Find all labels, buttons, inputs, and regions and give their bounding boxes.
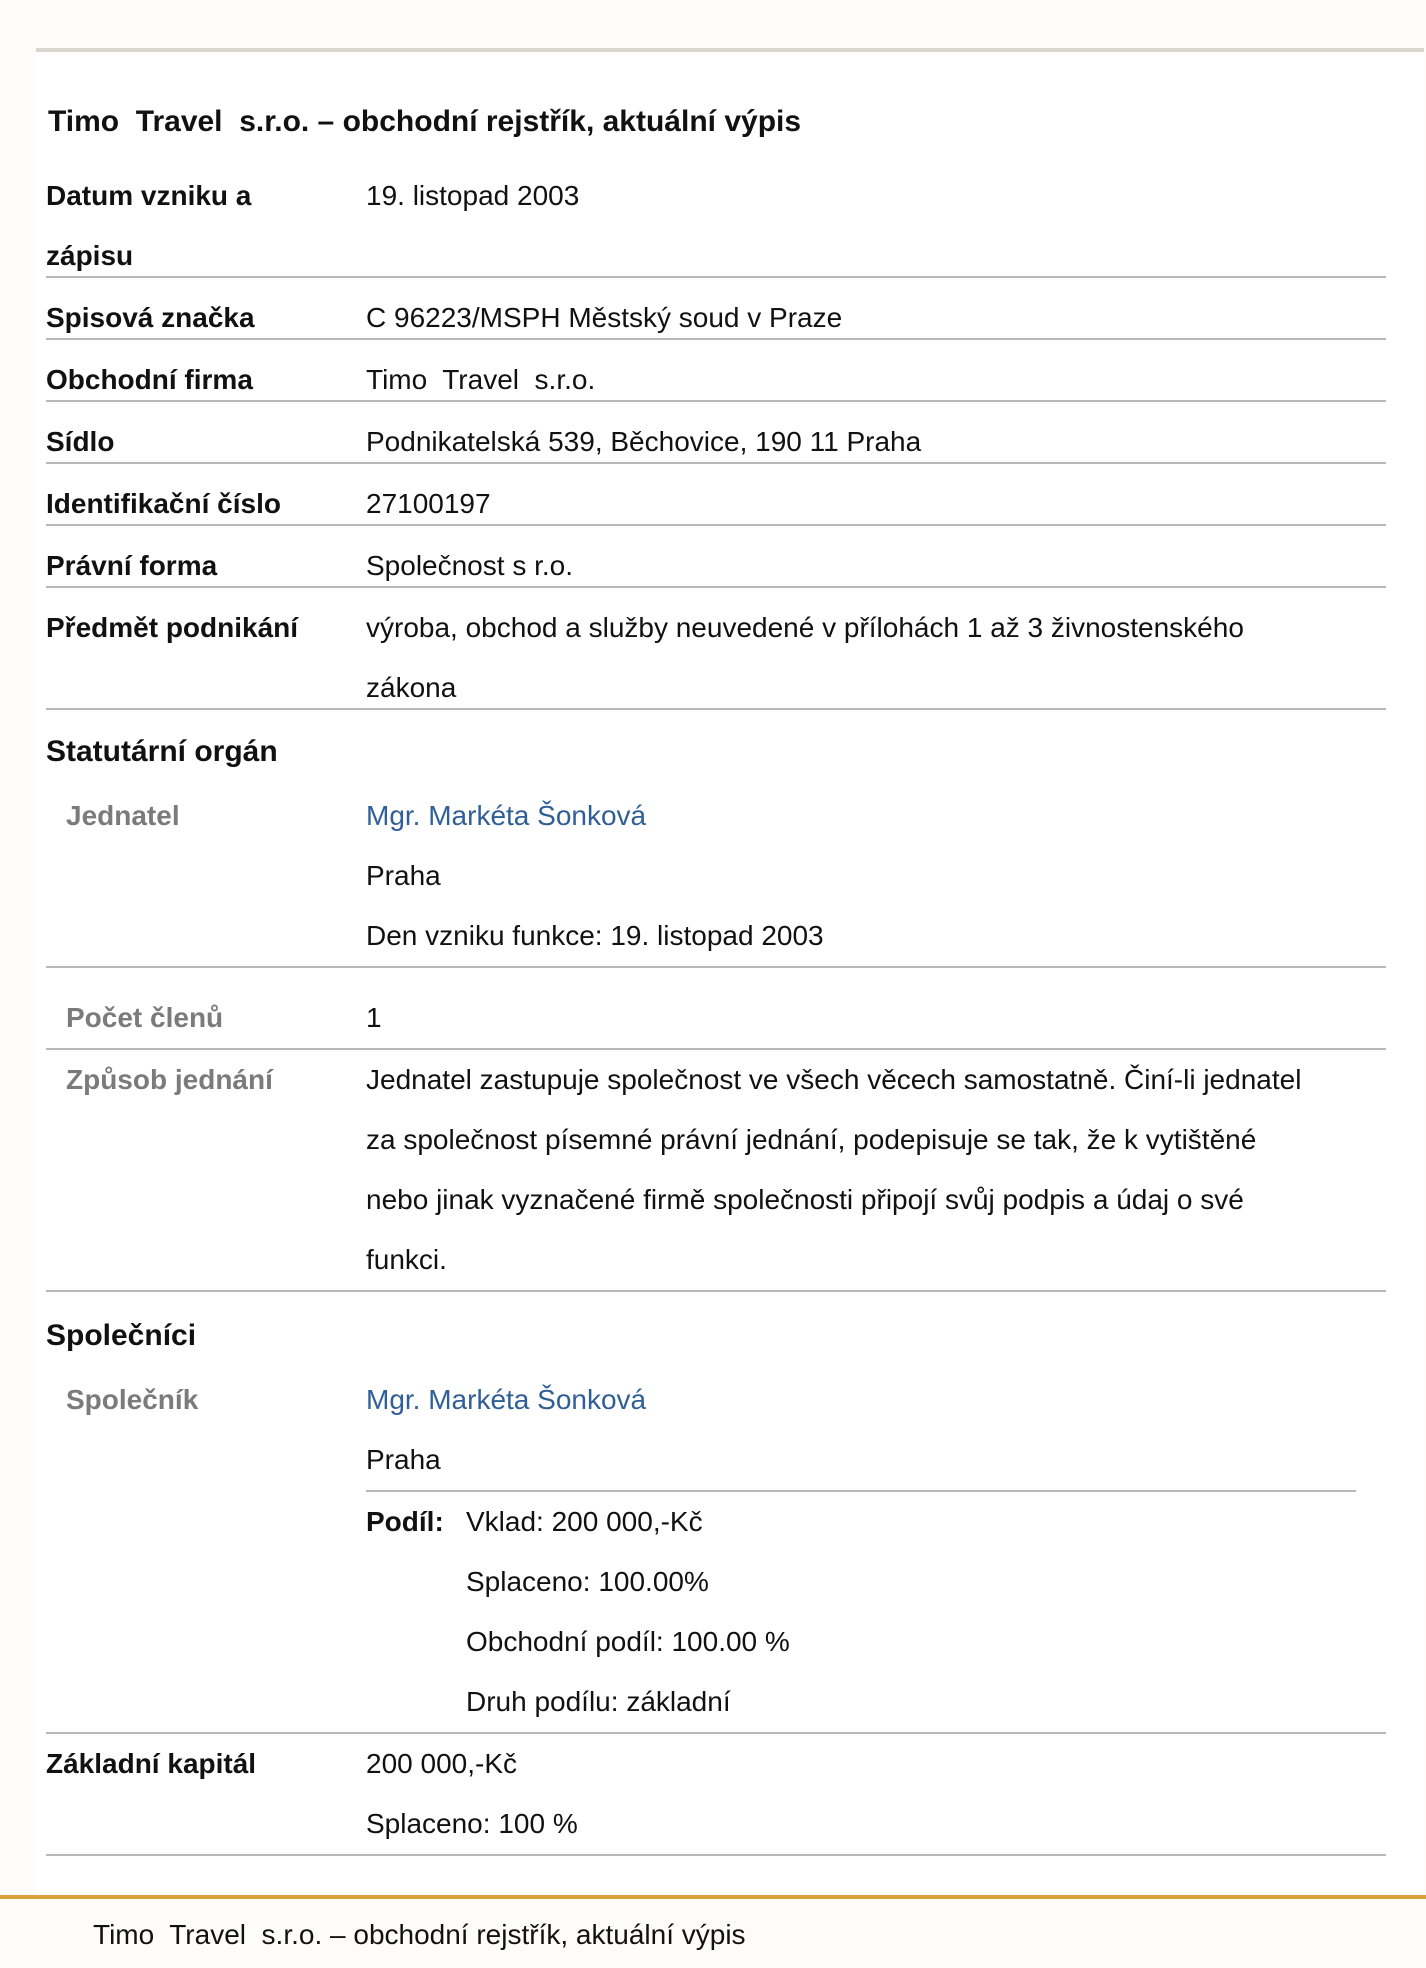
section-heading-statutarni-organ: Statutární orgán — [46, 735, 278, 768]
value-jednatel-city: Praha — [366, 860, 441, 891]
value-predmet-podnikani-line2: zákona — [366, 672, 457, 703]
value-predmet-podnikani: výroba, obchod a služby neuvedené v přílohách 1 až 3 živnostenského — [366, 612, 1244, 643]
label-podil: Podíl: — [366, 1506, 444, 1537]
value-podil-splaceno: Splaceno: 100.00% — [466, 1566, 709, 1597]
divider — [46, 400, 1386, 402]
divider — [46, 338, 1386, 340]
footer-title: Timo Travel s.r.o. – obchodní rejstřík, aktuální výpis — [93, 1919, 746, 1950]
label-datum-vzniku: Datum vzniku a — [46, 180, 252, 211]
value-pravni-forma: Společnost s r.o. — [366, 550, 574, 581]
value-obchodni-firma: Timo Travel s.r.o. — [366, 364, 596, 395]
label-pocet-clenu: Počet členů — [66, 1002, 224, 1033]
value-zpusob-jednani-line2: za společnost písemné právní jednání, podepisuje se tak, že k vytištěné — [366, 1124, 1257, 1155]
label-zakladni-kapital: Základní kapitál — [46, 1748, 257, 1779]
footer-divider — [0, 1895, 1426, 1899]
link-jednatel-name[interactable]: Mgr. Markéta Šonková — [366, 800, 647, 831]
value-jednatel-since: Den vzniku funkce: 19. listopad 2003 — [366, 920, 824, 951]
divider — [46, 708, 1386, 710]
value-pocet-clenu: 1 — [366, 1002, 382, 1033]
page-title: Timo Travel s.r.o. – obchodní rejstřík, aktuální výpis — [48, 105, 802, 138]
label-spolecnik: Společník — [66, 1384, 199, 1415]
value-podil-vklad: Vklad: 200 000,-Kč — [466, 1506, 703, 1537]
value-spisova-znacka: C 96223/MSPH Městský soud v Praze — [366, 302, 843, 333]
divider — [46, 462, 1386, 464]
value-podil-obchodni: Obchodní podíl: 100.00 % — [466, 1626, 790, 1657]
label-identifikacni-cislo: Identifikační číslo — [46, 488, 281, 519]
value-spolecnik-city: Praha — [366, 1444, 441, 1475]
value-zakladni-kapital-splaceno: Splaceno: 100 % — [366, 1808, 578, 1839]
value-zpusob-jednani-line3: nebo jinak vyznačené firmě společnosti připojí svůj podpis a údaj o své — [366, 1184, 1244, 1215]
label-predmet-podnikani: Předmět podnikání — [46, 612, 299, 643]
value-zpusob-jednani-line4: funkci. — [366, 1244, 447, 1275]
value-podil-druh: Druh podílu: základní — [466, 1686, 731, 1717]
divider — [46, 276, 1386, 278]
divider — [46, 1290, 1386, 1292]
divider — [46, 1854, 1386, 1856]
label-obchodni-firma: Obchodní firma — [46, 364, 253, 395]
value-datum-vzniku: 19. listopad 2003 — [366, 180, 580, 211]
label-datum-vzniku-line2: zápisu — [46, 240, 134, 271]
divider — [46, 586, 1386, 588]
divider — [46, 524, 1386, 526]
link-spolecnik-name[interactable]: Mgr. Markéta Šonková — [366, 1384, 647, 1415]
label-zpusob-jednani: Způsob jednání — [66, 1064, 273, 1095]
value-zpusob-jednani-line1: Jednatel zastupuje společnost ve všech věcech samostatně. Činí-li jednatel — [366, 1064, 1302, 1095]
registry-extract-panel — [36, 48, 1424, 1892]
label-jednatel: Jednatel — [66, 800, 180, 831]
value-zakladni-kapital: 200 000,-Kč — [366, 1748, 517, 1779]
value-identifikacni-cislo: 27100197 — [366, 488, 491, 519]
divider — [46, 966, 1386, 968]
value-sidlo: Podnikatelská 539, Běchovice, 190 11 Praha — [366, 426, 922, 457]
label-pravni-forma: Právní forma — [46, 550, 218, 581]
label-spisova-znacka: Spisová značka — [46, 302, 255, 333]
label-sidlo: Sídlo — [46, 426, 115, 457]
section-heading-spolecnici: Společníci — [46, 1319, 197, 1352]
